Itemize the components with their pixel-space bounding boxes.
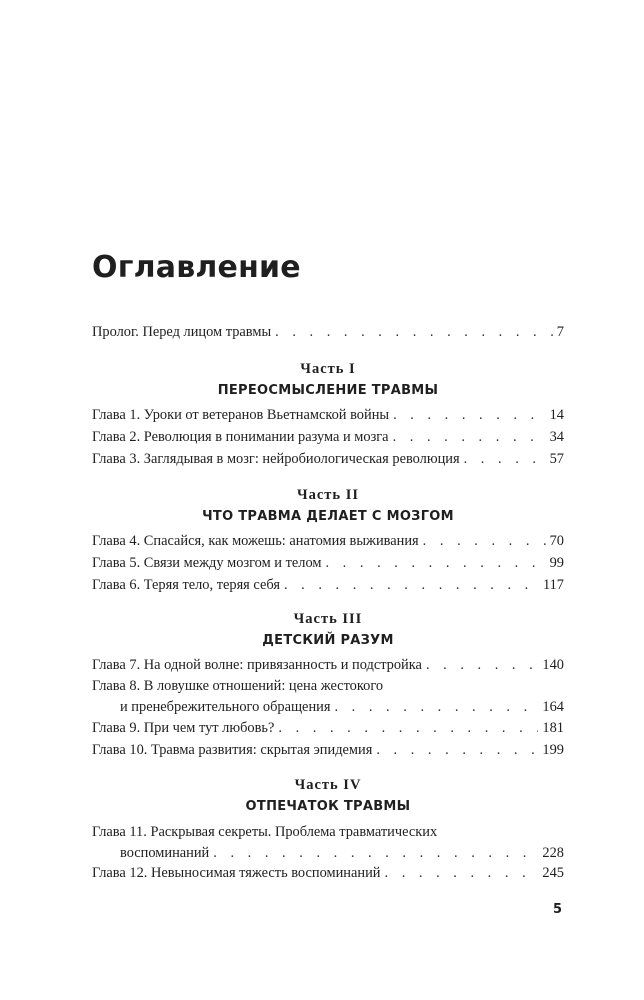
part-4-label: Часть IV: [294, 777, 362, 793]
part-2-label: Часть II: [296, 487, 360, 503]
toc-entry-chapter-3[interactable]: [92, 449, 564, 470]
toc-entry-chapter-4[interactable]: [92, 531, 564, 552]
page-title: Оглавление: [92, 250, 301, 285]
entry-title: Глава 6. Теряя тело, теряя себя: [92, 577, 280, 593]
toc-entry-chapter-1[interactable]: [92, 405, 564, 426]
entry-page: 199: [542, 742, 564, 758]
entry-page: 117: [542, 577, 564, 593]
part-1-label: Часть I: [300, 361, 356, 377]
dot-leader: [284, 575, 539, 595]
part-3-title: ДЕТСКИЙ РАЗУМ: [262, 633, 394, 648]
toc-entry-chapter-6[interactable]: [92, 575, 564, 596]
entry-title: Глава 12. Невыносимая тяжесть воспоминаний: [92, 865, 381, 881]
entry-title: Глава 9. При чем тут любовь?: [92, 720, 275, 736]
toc-entry-chapter-2[interactable]: [92, 427, 564, 448]
entry-title-line-1: Глава 11. Раскрывая секреты. Проблема травматических: [92, 824, 438, 840]
entry-page: 164: [542, 699, 564, 715]
entry-page: 228: [542, 845, 564, 861]
entry-title-line-1: Глава 8. В ловушке отношений: цена жестокого: [92, 678, 384, 694]
dot-leader: [334, 697, 538, 717]
part-4-title: ОТПЕЧАТОК ТРАВМЫ: [245, 799, 411, 814]
entry-page: 34: [549, 429, 564, 445]
toc-entry-chapter-10[interactable]: [92, 740, 564, 761]
dot-leader: [325, 553, 545, 573]
toc-entry-prologue[interactable]: [92, 322, 564, 343]
toc-entry-chapter-7[interactable]: [92, 655, 564, 676]
dot-leader: [213, 843, 538, 863]
part-2-title: ЧТО ТРАВМА ДЕЛАЕТ С МОЗГОМ: [202, 509, 454, 524]
entry-title-line-2: воспоминаний: [120, 845, 210, 861]
entry-title: Глава 10. Травма развития: скрытая эпидемия: [92, 742, 373, 758]
entry-title: Глава 1. Уроки от ветеранов Вьетнамской войны: [92, 407, 390, 423]
entry-title: Глава 7. На одной волне: привязанность и подстройка: [92, 657, 422, 673]
dot-leader: [464, 449, 546, 469]
dot-leader: [393, 405, 546, 425]
entry-page: 7: [556, 324, 564, 340]
toc-entry-chapter-12[interactable]: [92, 863, 564, 884]
entry-page: 181: [542, 720, 564, 736]
part-3-label: Часть III: [293, 611, 363, 627]
dot-leader: [423, 531, 546, 551]
toc-entry-chapter-11[interactable]: [92, 822, 564, 864]
entry-title: Пролог. Перед лицом травмы: [92, 324, 272, 340]
entry-page: 99: [549, 555, 564, 571]
dot-leader: [275, 322, 553, 342]
entry-title: Глава 5. Связи между мозгом и телом: [92, 555, 322, 571]
entry-page: 245: [542, 865, 564, 881]
part-1-title: ПЕРЕОСМЫСЛЕНИЕ ТРАВМЫ: [217, 383, 439, 398]
toc-entry-chapter-9[interactable]: [92, 718, 564, 739]
entry-title: Глава 3. Заглядывая в мозг: нейробиологическая революция: [92, 451, 460, 467]
page-number: 5: [553, 902, 563, 917]
dot-leader: [426, 655, 538, 675]
dot-leader: [278, 718, 538, 738]
entry-page: 14: [549, 407, 564, 423]
entry-page: 140: [542, 657, 564, 673]
entry-title: Глава 4. Спасайся, как можешь: анатомия выживания: [92, 533, 419, 549]
dot-leader: [376, 740, 538, 760]
dot-leader: [385, 863, 539, 883]
dot-leader: [393, 427, 546, 447]
entry-page: 70: [549, 533, 564, 549]
toc-entry-chapter-5[interactable]: [92, 553, 564, 574]
toc-entry-chapter-8[interactable]: [92, 676, 564, 718]
entry-title-line-2: и пренебрежительного обращения: [120, 699, 331, 715]
entry-page: 57: [549, 451, 564, 467]
entry-title: Глава 2. Революция в понимании разума и мозга: [92, 429, 389, 445]
